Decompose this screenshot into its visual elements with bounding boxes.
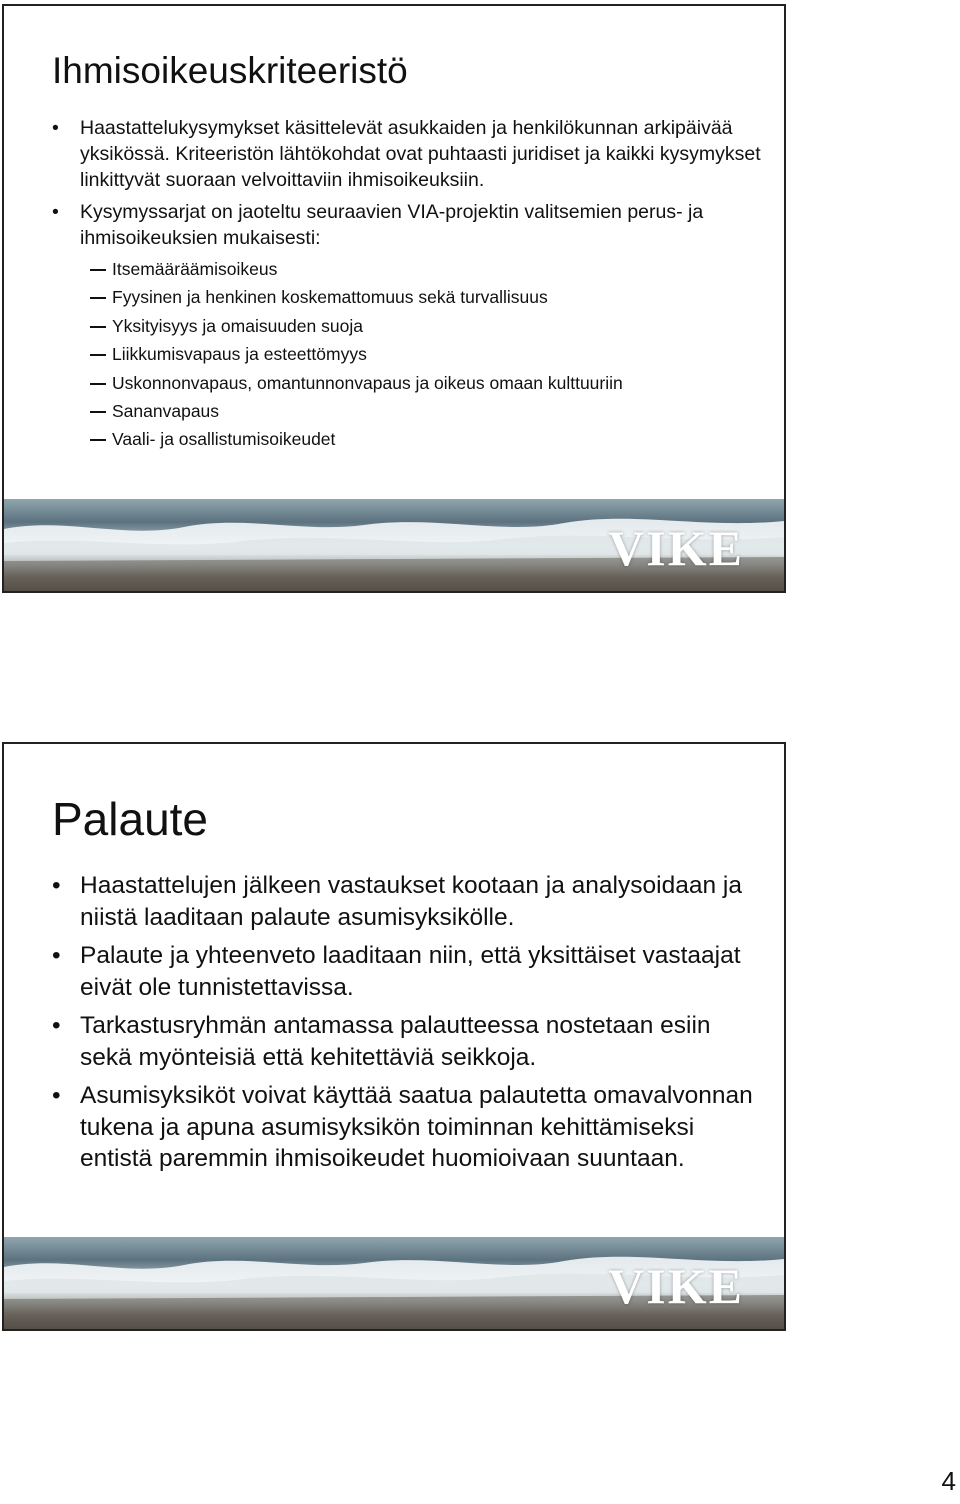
dash-icon	[90, 383, 106, 385]
bullet-text: Haastattelukysymykset käsittelevät asukkaiden ja henkilökunnan arkipäivää yksikössä. Kriteeristön lähtökohdat ovat puhtaasti juridiset ja kaikki kysymykset linkittyvät suoraan velvoittaviin ihmisoikeuksiin.	[80, 117, 761, 191]
sub-item-text: Fyysinen ja henkinen koskemattomuus sekä turvallisuus	[112, 287, 548, 308]
wave-banner-image	[4, 1237, 784, 1329]
bullet-icon: •	[52, 117, 59, 139]
bullet-list	[52, 115, 764, 460]
bullet-icon: •	[52, 942, 61, 969]
sub-item	[80, 283, 764, 311]
sub-item-text: Vaali- ja osallistumisoikeudet	[112, 429, 336, 450]
bullet-icon: •	[52, 1012, 61, 1039]
dash-icon	[90, 411, 106, 413]
slide-title: Palaute	[52, 793, 209, 845]
bullet-item	[52, 115, 764, 193]
sub-item	[80, 340, 764, 368]
bullet-text: Asumisyksiköt voivat käyttää saatua palautetta omavalvonnan tukena ja apuna asumisyksikön toiminnan kehittämiseksi entistä paremmin ihmisoikeudet huomioivaan suuntaan.	[80, 1082, 753, 1172]
bullet-list	[52, 870, 764, 1182]
bullet-icon: •	[52, 201, 59, 223]
bullet-icon: •	[52, 1082, 61, 1109]
dash-icon	[90, 326, 106, 328]
slide-1	[2, 4, 786, 593]
sub-item-text: Sananvapaus	[112, 401, 220, 422]
sub-list	[80, 255, 764, 454]
bullet-text: Haastattelujen jälkeen vastaukset kootaan ja analysoidaan ja niistä laaditaan palaute asumisyksikölle.	[80, 872, 742, 931]
dash-icon	[90, 269, 106, 271]
bullet-item	[52, 870, 764, 933]
sub-item-text: Itsemääräämisoikeus	[112, 259, 278, 279]
dash-icon	[90, 439, 106, 441]
bullet-icon: •	[52, 872, 61, 899]
slide-2	[2, 742, 786, 1331]
sub-item-text: Uskonnonvapaus, omantunnonvapaus ja oikeus omaan kulttuuriin	[112, 372, 623, 393]
dash-icon	[90, 354, 106, 356]
sub-item	[80, 312, 764, 340]
bullet-text: Tarkastusryhmän antamassa palautteessa nostetaan esiin sekä myönteisiä että kehitettäviä seikkoja.	[80, 1012, 711, 1071]
sub-item	[80, 255, 764, 283]
wave-banner-image	[4, 499, 784, 591]
sub-item	[80, 369, 764, 397]
sub-item	[80, 425, 764, 453]
sub-item-text: Liikkumisvapaus ja esteettömyys	[112, 344, 367, 365]
bullet-item	[52, 199, 764, 454]
bullet-item	[52, 1010, 764, 1073]
vike-logo: VIKE	[608, 1258, 744, 1314]
sub-item	[80, 397, 764, 425]
vike-logo: VIKE	[608, 520, 744, 576]
slide-title: Ihmisoikeuskriteeristö	[52, 50, 408, 91]
page-number: 4	[941, 1466, 956, 1496]
bullet-text: Kysymyssarjat on jaoteltu seuraavien VIA-projektin valitsemien perus- ja ihmisoikeuksien mukaisesti:	[80, 201, 704, 249]
dash-icon	[90, 297, 106, 299]
bullet-text: Palaute ja yhteenveto laaditaan niin, että yksittäiset vastaajat eivät ole tunnistettavissa.	[80, 942, 741, 1001]
bullet-item	[52, 940, 764, 1003]
bullet-item	[52, 1080, 764, 1175]
sub-item-text: Yksityisyys ja omaisuuden suoja	[112, 315, 363, 336]
